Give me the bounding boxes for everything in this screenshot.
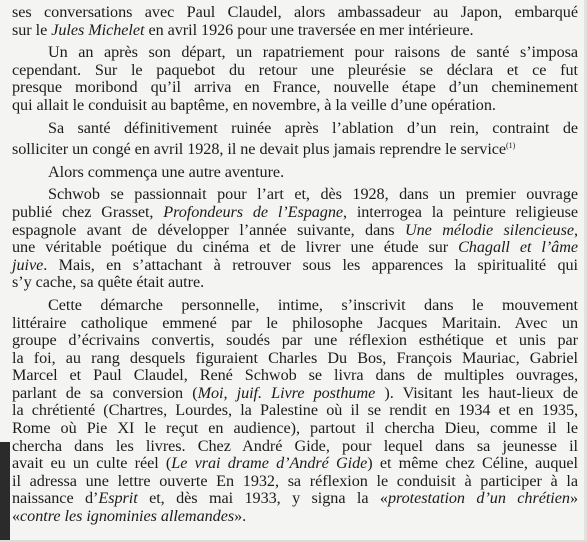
italic-title: Moi, juif. Livre posthume: [197, 383, 376, 402]
body-text: [12, 4, 578, 531]
text-line: la foi, au rang desquels figuraient Charles Du Bos, François Mauriac, Gabriel: [12, 348, 578, 367]
text-line: Sa santé définitivement ruinée après l’ablation d’un rein, contraint de: [48, 118, 578, 137]
text-line: groupe d’écrivains convertis, soudés par une réflexion esthétique et unis par: [12, 331, 578, 350]
text-line: juive. Mais, en s’attachant à retrouver sous les apparences la spiritualité qui: [12, 255, 578, 274]
italic-title: contre les ignominies allemandes: [20, 507, 235, 526]
text-line: Alors commença une autre aventure.: [48, 162, 285, 181]
italic-title: Le vrai drame d’André Gide: [171, 454, 368, 473]
text-line: «contre les ignominies allemandes».: [12, 507, 247, 526]
italic-title: Jules Michelet: [51, 20, 145, 39]
page-binding-shadow: [0, 442, 10, 542]
text-line: littéraire catholique emmené par le philosophe Jacques Maritain. Avec un: [12, 313, 578, 332]
paragraph-1: [12, 4, 578, 39]
text-line: [12, 137, 578, 159]
text-line: chercha dans les livres. Chez André Gide, pour lequel dans sa jeunesse il: [12, 436, 578, 455]
text-line: Rome où Pie XI le reçut en audience), partout il chercha Dieu, comme il le: [12, 419, 578, 438]
text-line: Schwob se passionnait pour l’art et, dès 1928, dans un premier ouvrage: [48, 185, 578, 204]
text-line: la chrétienté (Chartres, Lourdes, la Palestine où il se rendit en 1934 et en 1935,: [12, 401, 578, 420]
text-line: il adressa une lettre ouverte En 1932, sa réflexion le conduisit à participer à la: [12, 471, 578, 490]
italic-title: Chagall et l’âme: [458, 238, 578, 257]
text-line: Cette démarche personnelle, intime, s’inscrivit dans le mouvement: [48, 295, 578, 314]
text-line: ses conversations avec Paul Claudel, alors ambassadeur au Japon, embarqué: [12, 3, 578, 21]
text-line: Un an après son départ, un rapatriement pour raisons de santé s’imposa: [48, 43, 578, 62]
paragraph-2: [12, 44, 578, 114]
text-line: cependant. Sur le paquebot du retour une pleurésie se déclara et ce fut: [12, 60, 578, 79]
paragraph-6: [12, 297, 578, 526]
text-line: publié chez Grasset, Profondeurs de l’Espagne, interrogea la peinture religieuse: [12, 202, 578, 221]
text-line: Marcel et Paul Claudel, René Schwob se livra dans de multiples ouvrages,: [12, 366, 578, 385]
text-line: presque moribond qu’il arriva en France, nouvelle étape d’un cheminement: [12, 78, 578, 97]
paragraph-4: [12, 164, 578, 182]
text-line: s’y cache, sa quête était autre.: [12, 273, 205, 292]
italic-title: juive: [12, 255, 44, 274]
footnote-marker: (1): [506, 141, 516, 151]
paragraph-5: [12, 186, 578, 292]
text-line: parlant de sa conversion (Moi, juif. Livre posthume ). Visitant les haut-lieux de: [12, 383, 578, 402]
text-line: sur le Jules Michelet en avril 1926 pour une traversée en mer intérieure.: [12, 20, 474, 39]
text-line: avait eu un culte réel (Le vrai drame d’André Gide) et même chez Céline, auquel: [12, 454, 578, 473]
text-line: qui allait le conduisit au baptême, en novembre, à la veille d’une opération.: [12, 95, 496, 114]
italic-title: Esprit: [98, 489, 138, 508]
italic-title: Une mélodie silencieuse: [404, 220, 574, 239]
text-line: naissance d’Esprit et, dès mai 1933, y signa la «protestation d’un chrétien»: [12, 489, 578, 508]
paragraph-3: [12, 120, 578, 159]
italic-title: Profondeurs de l’Espagne: [163, 202, 344, 221]
text-line: espagnole avant de développer l’année suivante, dans Une mélodie silencieuse,: [12, 220, 578, 239]
text-line: une véritable poétique du cinéma et de livrer une étude sur Chagall et l’âme: [12, 238, 578, 257]
italic-title: protestation d’un chrétien: [387, 489, 570, 508]
text-line-content: solliciter un congé en avril 1928, il ne devait plus jamais reprendre le service: [12, 140, 507, 159]
